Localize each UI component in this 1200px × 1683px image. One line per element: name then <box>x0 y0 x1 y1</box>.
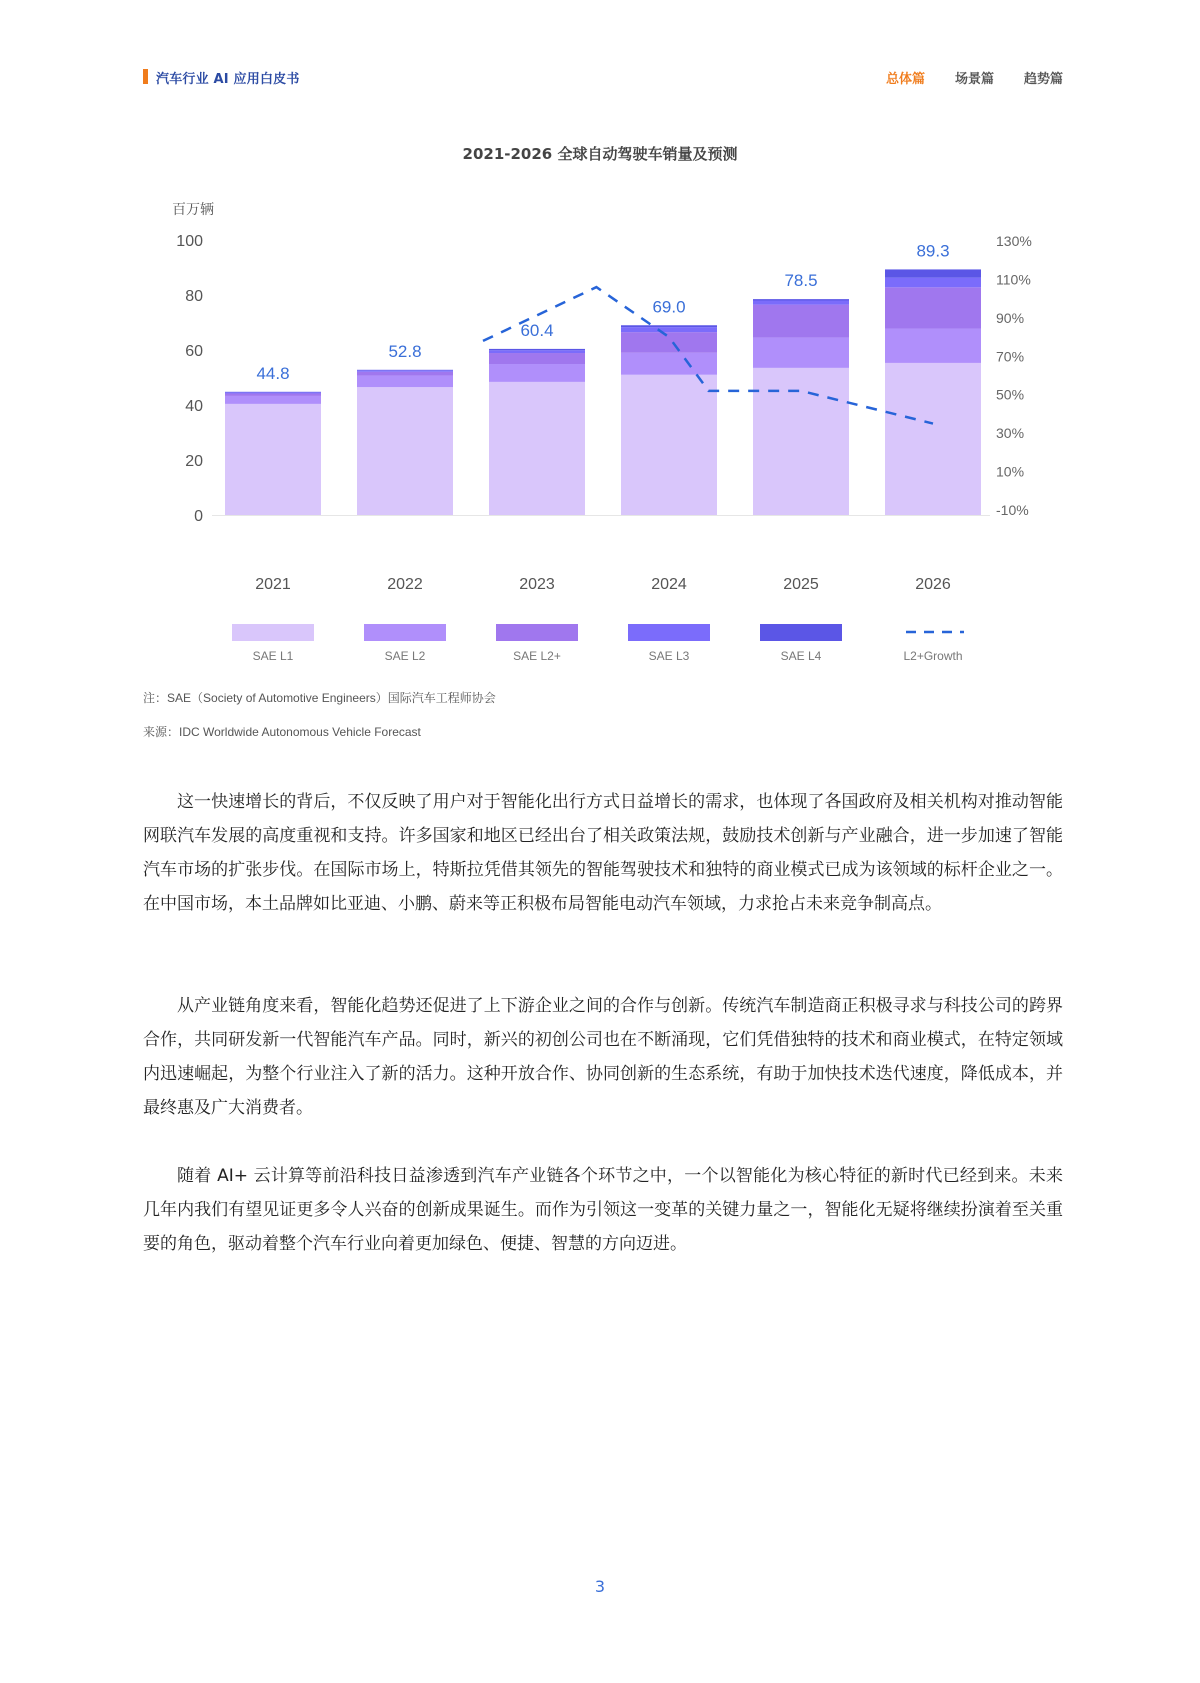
bar-segment-sae-l1 <box>357 387 453 515</box>
bar-segment-sae-l2 <box>489 364 585 382</box>
bar-segment-sae-l2- <box>225 393 321 395</box>
bar-segment-sae-l3 <box>885 278 981 288</box>
y2-axis-tick-label: 30% <box>996 425 1025 442</box>
bar-segment-sae-l2- <box>621 332 717 353</box>
bar-segment-sae-l2- <box>753 305 849 338</box>
legend-label: SAE L1 <box>252 649 294 663</box>
bar-total-label: 78.5 <box>784 271 818 291</box>
bar-segment-sae-l2 <box>885 329 981 363</box>
x-axis-tick-label: 2025 <box>783 576 819 593</box>
bar-segment-sae-l1 <box>621 375 717 515</box>
chart-title: 2021-2026 全球自动驾驶车销量及预测 <box>462 145 738 163</box>
y2-axis-tick-label: -10% <box>996 502 1029 518</box>
chart-note: 注：SAE（Society of Automotive Engineers）国际汽车工程师协会 <box>143 691 496 705</box>
bar-segment-sae-l3 <box>489 350 585 353</box>
y-axis-tick-label: 20 <box>185 453 203 470</box>
bar-total-label: 52.8 <box>388 341 422 361</box>
legend-label: SAE L4 <box>780 649 822 663</box>
bar-segment-sae-l1 <box>489 382 585 515</box>
stacked-bar-chart <box>0 0 1200 700</box>
bar-total-label: 89.3 <box>916 241 950 261</box>
legend-label: SAE L3 <box>648 649 690 663</box>
nav-tab-scenarios[interactable]: 场景篇 <box>954 72 994 87</box>
body-paragraph-2: 从产业链角度来看，智能化趋势还促进了上下游企业之间的合作与创新。传统汽车制造商正积极寻求与科技公司的跨界合作，共同研发新一代智能汽车产品。同时，新兴的初创公司也在不断涌现，它们凭借独特的技术和商业模式，在特定领域内迅速崛起，为整个行业注入了新的活力。这种开放合作、协同创新的生态系统，有助于加快技术迭代速度，降低成本，并最终惠及广大消费者。 <box>143 996 1063 1118</box>
legend-label: L2+Growth <box>903 649 963 663</box>
y2-axis-tick-label: 50% <box>996 386 1025 403</box>
bar-segment-sae-l4 <box>489 349 585 350</box>
y-axis-tick-label: 40 <box>185 398 203 415</box>
y2-axis-tick-label: 10% <box>996 463 1025 480</box>
nav-tab-overview[interactable]: 总体篇 <box>885 72 925 87</box>
y-axis-tick-label: 0 <box>194 508 203 525</box>
bar-segment-sae-l2 <box>621 353 717 375</box>
bar-total-label: 44.8 <box>256 363 290 383</box>
legend-swatch <box>496 624 578 641</box>
legend-label: SAE L2+ <box>513 649 561 663</box>
x-axis-tick-label: 2023 <box>519 576 555 593</box>
bar-segment-sae-l2- <box>489 353 585 364</box>
body-paragraph-1: 这一快速增长的背后，不仅反映了用户对于智能化出行方式日益增长的需求，也体现了各国政府及相关机构对推动智能网联汽车发展的高度重视和支持。许多国家和地区已经出台了相关政策法规，鼓励技术创新与产业融合，进一步加速了智能汽车市场的扩张步伐。在国际市场上，特斯拉凭借其领先的智能驾驶技术和独特的商业模式已成为该领域的标杆企业之一。在中国市场，本土品牌如比亚迪、小鹏、蔚来等正积极布局智能电动汽车领域，力求抢占未来竞争制高点。 <box>143 792 1063 914</box>
legend-swatch <box>364 624 446 641</box>
bar-segment-sae-l3 <box>621 327 717 332</box>
bar-segment-sae-l4 <box>621 325 717 327</box>
bar-segment-sae-l2- <box>357 372 453 376</box>
y-axis-tick-label: 80 <box>185 288 203 305</box>
body-paragraph-3: 随着 AI+ 云计算等前沿科技日益渗透到汽车产业链各个环节之中，一个以智能化为核心特征的新时代已经到来。未来几年内我们有望见证更多令人兴奋的创新成果诞生。而作为引领这一变革的关键力量之一，智能化无疑将继续扮演着至关重要的角色，驱动着整个汽车行业向着更加绿色、便捷、智慧的方向迈进。 <box>143 1166 1063 1254</box>
y2-axis-tick-label: 130% <box>996 233 1032 249</box>
bar-segment-sae-l2 <box>225 396 321 404</box>
chart-source: 来源：IDC Worldwide Autonomous Vehicle Forecast <box>143 725 421 739</box>
x-axis-tick-label: 2026 <box>915 576 951 593</box>
y2-axis-tick-label: 90% <box>996 309 1025 326</box>
bar-segment-sae-l1 <box>885 363 981 515</box>
chart-canvas <box>0 0 1200 700</box>
document-title: 汽车行业 AI 应用白皮书 <box>156 72 300 87</box>
y2-axis-tick-label: 70% <box>996 348 1025 365</box>
legend-swatch <box>232 624 314 641</box>
y-axis-tick-label: 100 <box>176 233 203 250</box>
bar-segment-sae-l3 <box>225 392 321 393</box>
x-axis-tick-label: 2022 <box>387 576 423 593</box>
legend-swatch <box>760 624 842 641</box>
page-number: 3 <box>594 1577 606 1596</box>
bar-segment-sae-l3 <box>753 301 849 305</box>
bar-segment-sae-l2 <box>753 338 849 368</box>
nav-tab-trends[interactable]: 趋势篇 <box>1023 72 1063 87</box>
x-axis-tick-label: 2021 <box>255 576 291 593</box>
bar-total-label: 69.0 <box>652 297 686 317</box>
y-axis-unit-label: 百万辆 <box>172 202 214 218</box>
bar-segment-sae-l4 <box>357 370 453 371</box>
x-axis-tick-label: 2024 <box>651 576 687 593</box>
bar-total-label: 60.4 <box>520 320 554 340</box>
legend-label: SAE L2 <box>384 649 426 663</box>
bar-segment-sae-l2- <box>885 287 981 328</box>
bar-segment-sae-l4 <box>225 392 321 393</box>
y2-axis-tick-label: 110% <box>996 271 1031 288</box>
bar-segment-sae-l4 <box>885 269 981 277</box>
bar-segment-sae-l3 <box>357 370 453 371</box>
legend-swatch <box>628 624 710 641</box>
bar-segment-sae-l1 <box>753 368 849 515</box>
y-axis-tick-label: 60 <box>185 343 203 360</box>
bar-segment-sae-l1 <box>225 404 321 515</box>
bar-segment-sae-l2 <box>357 376 453 388</box>
bar-segment-sae-l4 <box>753 299 849 300</box>
